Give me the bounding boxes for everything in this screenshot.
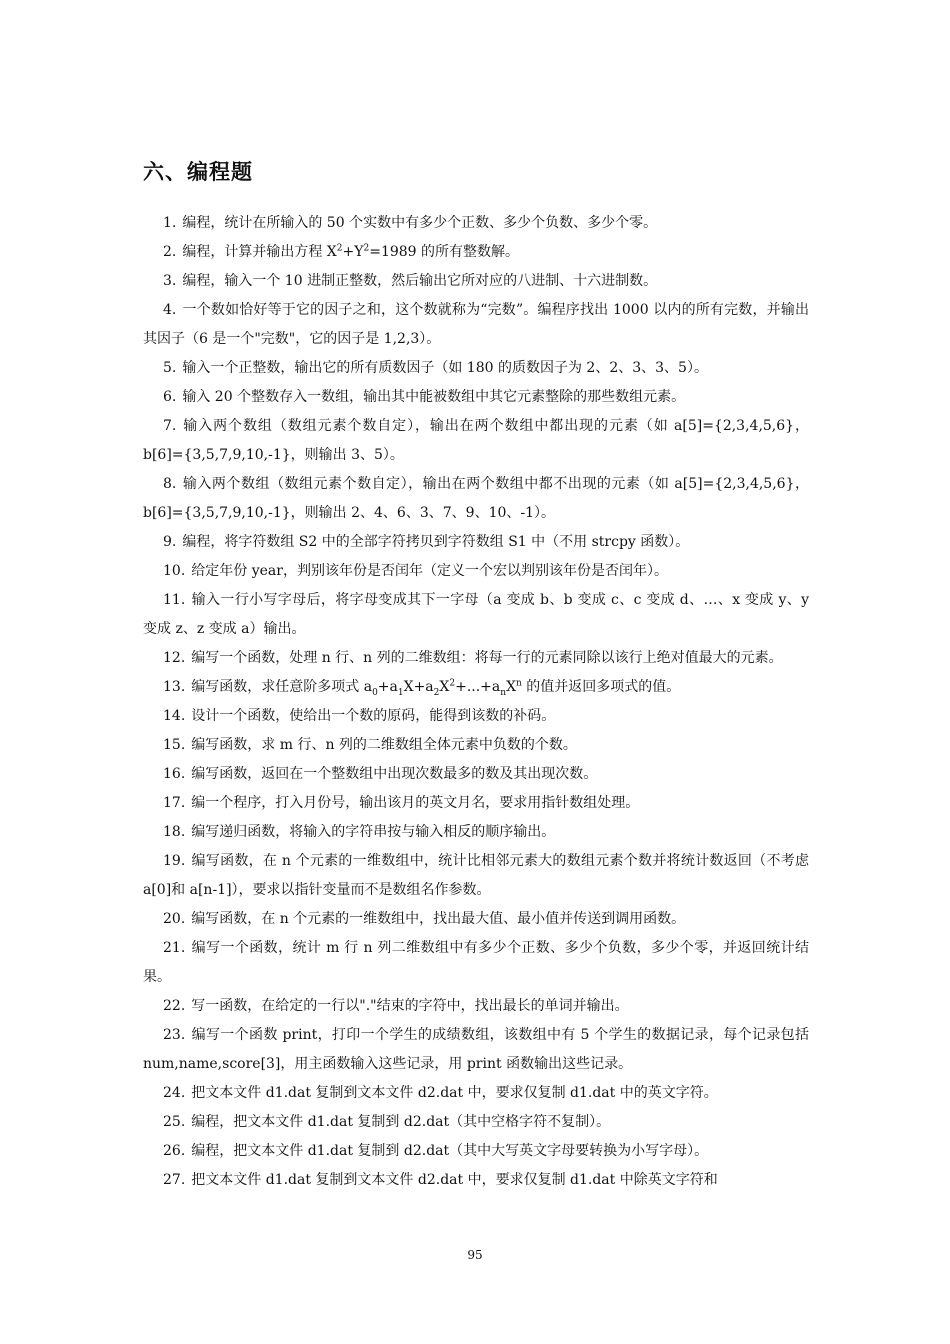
exercise-number: 12.: [163, 650, 186, 666]
exercise-list: [143, 209, 809, 1195]
exercise-number: 17.: [163, 795, 186, 811]
exercise-item: [143, 992, 809, 1021]
exercise-number: 23.: [163, 1027, 186, 1043]
exercise-text: 编写一个函数，处理 n 行、n 列的二维数组：将每一行的元素同除以该行上绝对值最大的元素。: [191, 650, 783, 666]
exercise-item: [143, 644, 809, 673]
exercise-item: [143, 296, 809, 354]
exercise-text: 编程，计算并输出方程 X: [182, 244, 337, 260]
exercise-text: 输入两个数组（数组元素个数自定），输出在两个数组中都不出现的元素（如 a[5]={2,3,4,5,6}，b[6]={3,5,7,9,10,-1}，则输出 2、4、6、3、7、9、10、-1）。: [143, 476, 809, 521]
exercise-text: 的值并返回多项式的值。: [521, 679, 681, 695]
exercise-item: [143, 238, 809, 267]
exercise-text: 编程，将字符数组 S2 中的全部字符拷贝到字符数组 S1 中（不用 strcpy 函数）。: [182, 534, 690, 550]
exercise-text: 给定年份 year，判别该年份是否闰年（定义一个宏以判别该年份是否闰年）。: [191, 563, 668, 579]
exercise-text: 编写函数，求任意阶多项式 a: [191, 679, 373, 695]
exercise-item: [143, 847, 809, 905]
exercise-text: 把文本文件 d1.dat 复制到文本文件 d2.dat 中，要求仅复制 d1.dat 中除英文字符和: [191, 1172, 718, 1188]
exercise-text: 编程，把文本文件 d1.dat 复制到 d2.dat（其中空格字符不复制）。: [191, 1114, 611, 1130]
exercise-number: 8.: [163, 476, 177, 492]
exercise-text: 编程，输入一个 10 进制正整数，然后输出它所对应的八进制、十六进制数。: [182, 273, 658, 289]
exercise-number: 14.: [163, 708, 186, 724]
exercise-number: 26.: [163, 1143, 186, 1159]
exercise-text: 设计一个函数，使给出一个数的原码，能得到该数的补码。: [191, 708, 556, 724]
exercise-text: X+a: [403, 679, 434, 695]
subscript: n: [500, 687, 507, 698]
exercise-text: 一个数如恰好等于它的因子之和，这个数就称为“完数”。编程序找出 1000 以内的所有完数，并输出其因子（6 是一个"完数"，它的因子是 1,2,3）。: [143, 302, 809, 347]
exercise-item: [143, 789, 809, 818]
superscript: n: [516, 678, 522, 689]
exercise-text: =1989 的所有整数解。: [369, 244, 520, 260]
exercise-text: 编程，统计在所输入的 50 个实数中有多少个正数、多少个负数、多少个零。: [182, 215, 658, 231]
exercise-number: 1.: [163, 215, 177, 231]
exercise-item: [143, 760, 809, 789]
exercise-item: [143, 586, 809, 644]
exercise-number: 22.: [163, 998, 186, 1014]
exercise-text: +...+a: [455, 679, 501, 695]
exercise-number: 25.: [163, 1114, 186, 1130]
exercise-item: [143, 1166, 809, 1195]
exercise-item: [143, 354, 809, 383]
superscript: 2: [336, 243, 343, 254]
exercise-text: X: [439, 679, 450, 695]
exercise-text: 输入一行小写字母后，将字母变成其下一字母（a 变成 b、b 变成 c、c 变成 d、…、x 变成 y、y 变成 z、z 变成 a）输出。: [143, 592, 809, 637]
exercise-number: 4.: [163, 302, 177, 318]
exercise-number: 3.: [163, 273, 177, 289]
exercise-number: 15.: [163, 737, 186, 753]
exercise-item: [143, 470, 809, 528]
subscript: 2: [433, 687, 440, 698]
superscript: 2: [449, 678, 456, 689]
exercise-item: [143, 731, 809, 760]
exercise-number: 19.: [163, 853, 186, 869]
exercise-item: [143, 209, 809, 238]
exercise-item: [143, 1021, 809, 1079]
exercise-text: 输入一个正整数，输出它的所有质数因子（如 180 的质数因子为 2、2、3、3、5）。: [182, 360, 708, 376]
exercise-item: [143, 673, 809, 702]
exercise-text: 编写函数，求 m 行、n 列的二维数组全体元素中负数的个数。: [191, 737, 577, 753]
exercise-text: 编写一个函数，统计 m 行 n 列二维数组中有多少个正数、多少个负数，多少个零，并返回统计结果。: [143, 940, 809, 985]
exercise-text: +Y: [342, 244, 364, 260]
exercise-item: [143, 1137, 809, 1166]
exercise-text: 编写一个函数 print，打印一个学生的成绩数组，该数组中有 5 个学生的数据记录，每个记录包括 num,name,score[3]，用主函数输入这些记录，用 print 函数输出这些记录。: [143, 1027, 809, 1072]
exercise-number: 9.: [163, 534, 177, 550]
exercise-item: [143, 934, 809, 992]
exercise-number: 13.: [163, 679, 186, 695]
exercise-text: 编写递归函数，将输入的字符串按与输入相反的顺序输出。: [191, 824, 556, 840]
subscript: 1: [397, 687, 404, 698]
exercise-item: [143, 702, 809, 731]
exercise-number: 18.: [163, 824, 186, 840]
exercise-number: 24.: [163, 1085, 186, 1101]
exercise-number: 27.: [163, 1172, 186, 1188]
exercise-text: +a: [377, 679, 398, 695]
exercise-item: [143, 1079, 809, 1108]
exercise-item: [143, 1108, 809, 1137]
exercise-number: 7.: [163, 418, 177, 434]
exercise-number: 20.: [163, 911, 186, 927]
exercise-item: [143, 528, 809, 557]
exercise-item: [143, 905, 809, 934]
exercise-text: 编写函数，在 n 个元素的一维数组中，找出最大值、最小值并传送到调用函数。: [191, 911, 686, 927]
subscript: 0: [372, 687, 378, 698]
exercise-text: 把文本文件 d1.dat 复制到文本文件 d2.dat 中，要求仅复制 d1.dat 中的英文字符。: [191, 1085, 718, 1101]
exercise-item: [143, 267, 809, 296]
exercise-text: 输入两个数组（数组元素个数自定），输出在两个数组中都出现的元素（如 a[5]={2,3,4,5,6}，b[6]={3,5,7,9,10,-1}，则输出 3、5）。: [143, 418, 809, 463]
section-heading: 六、编程题: [143, 160, 253, 184]
exercise-item: [143, 818, 809, 847]
exercise-item: [143, 412, 809, 470]
exercise-text: X: [506, 679, 517, 695]
exercise-text: 编写函数，在 n 个元素的一维数组中，统计比相邻元素大的数组元素个数并将统计数返回（不考虑 a[0]和 a[n-1]），要求以指针变量而不是数组名作参数。: [143, 853, 809, 898]
exercise-number: 10.: [163, 563, 186, 579]
exercise-number: 6.: [163, 389, 177, 405]
exercise-item: [143, 557, 809, 586]
exercise-text: 写一函数，在给定的一行以"."结束的字符中，找出最长的单词并输出。: [191, 998, 629, 1014]
exercise-number: 5.: [163, 360, 177, 376]
exercise-number: 21.: [163, 940, 186, 956]
exercise-text: 编写函数，返回在一个整数组中出现次数最多的数及其出现次数。: [191, 766, 598, 782]
exercise-text: 编一个程序，打入月份号，输出该月的英文月名，要求用指针数组处理。: [191, 795, 640, 811]
superscript: 2: [363, 243, 370, 254]
exercise-number: 11.: [163, 592, 186, 608]
exercise-item: [143, 383, 809, 412]
exercise-text: 输入 20 个整数存入一数组，输出其中能被数组中其它元素整除的那些数组元素。: [182, 389, 686, 405]
exercise-text: 编程，把文本文件 d1.dat 复制到 d2.dat（其中大写英文字母要转换为小写字母）。: [191, 1143, 709, 1159]
page-number: 95: [467, 1248, 483, 1262]
exercise-number: 2.: [163, 244, 177, 260]
exercise-number: 16.: [163, 766, 186, 782]
